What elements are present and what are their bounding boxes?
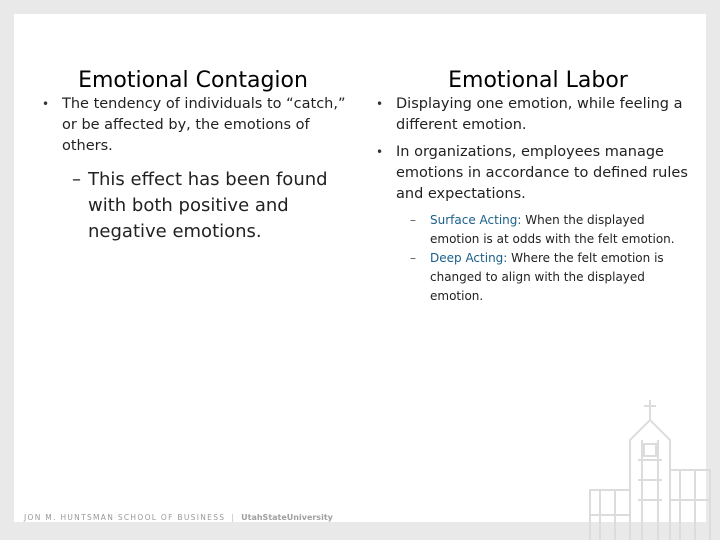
sub-bullet-text: This effect has been found with both positive and negative emotions. (88, 169, 328, 242)
sub-bullet-text: When the displayed emotion is at odds with the felt emotion. (430, 213, 675, 246)
footer-separator: | (231, 513, 236, 522)
right-bullet-list (366, 94, 696, 306)
term-surface-acting: Surface Acting: (430, 213, 522, 227)
right-column-title: Emotional Labor (448, 68, 628, 93)
left-column-title: Emotional Contagion (78, 68, 308, 93)
bullet-text: The tendency of individuals to “catch,” or be affected by, the emotions of others. (62, 96, 346, 154)
footer (24, 513, 333, 522)
bullet-marker: • (376, 97, 384, 111)
bullet-marker: • (42, 97, 50, 111)
term-deep-acting: Deep Acting: (430, 251, 508, 265)
dash-marker: – (72, 169, 81, 190)
sub-bullet-text: Where the felt emotion is changed to align with the displayed emotion. (430, 251, 664, 303)
list-item (366, 211, 696, 249)
university-logo-text: UtahStateUniversity (241, 513, 333, 522)
dash-marker: – (410, 251, 416, 265)
school-name: JON M. HUNTSMAN SCHOOL OF BUSINESS (24, 513, 226, 522)
bullet-text: Displaying one emotion, while feeling a different emotion. (396, 96, 683, 133)
list-item (32, 167, 362, 245)
list-item (366, 142, 696, 205)
list-item (32, 94, 362, 157)
list-item (366, 94, 696, 136)
bullet-text: In organizations, employees manage emotions in accordance to defined rules and expectations. (396, 144, 688, 202)
list-item (366, 249, 696, 306)
bullet-marker: • (376, 145, 384, 159)
dash-marker: – (410, 213, 416, 227)
left-bullet-list (32, 94, 362, 245)
old-main-tower-icon (520, 380, 720, 540)
